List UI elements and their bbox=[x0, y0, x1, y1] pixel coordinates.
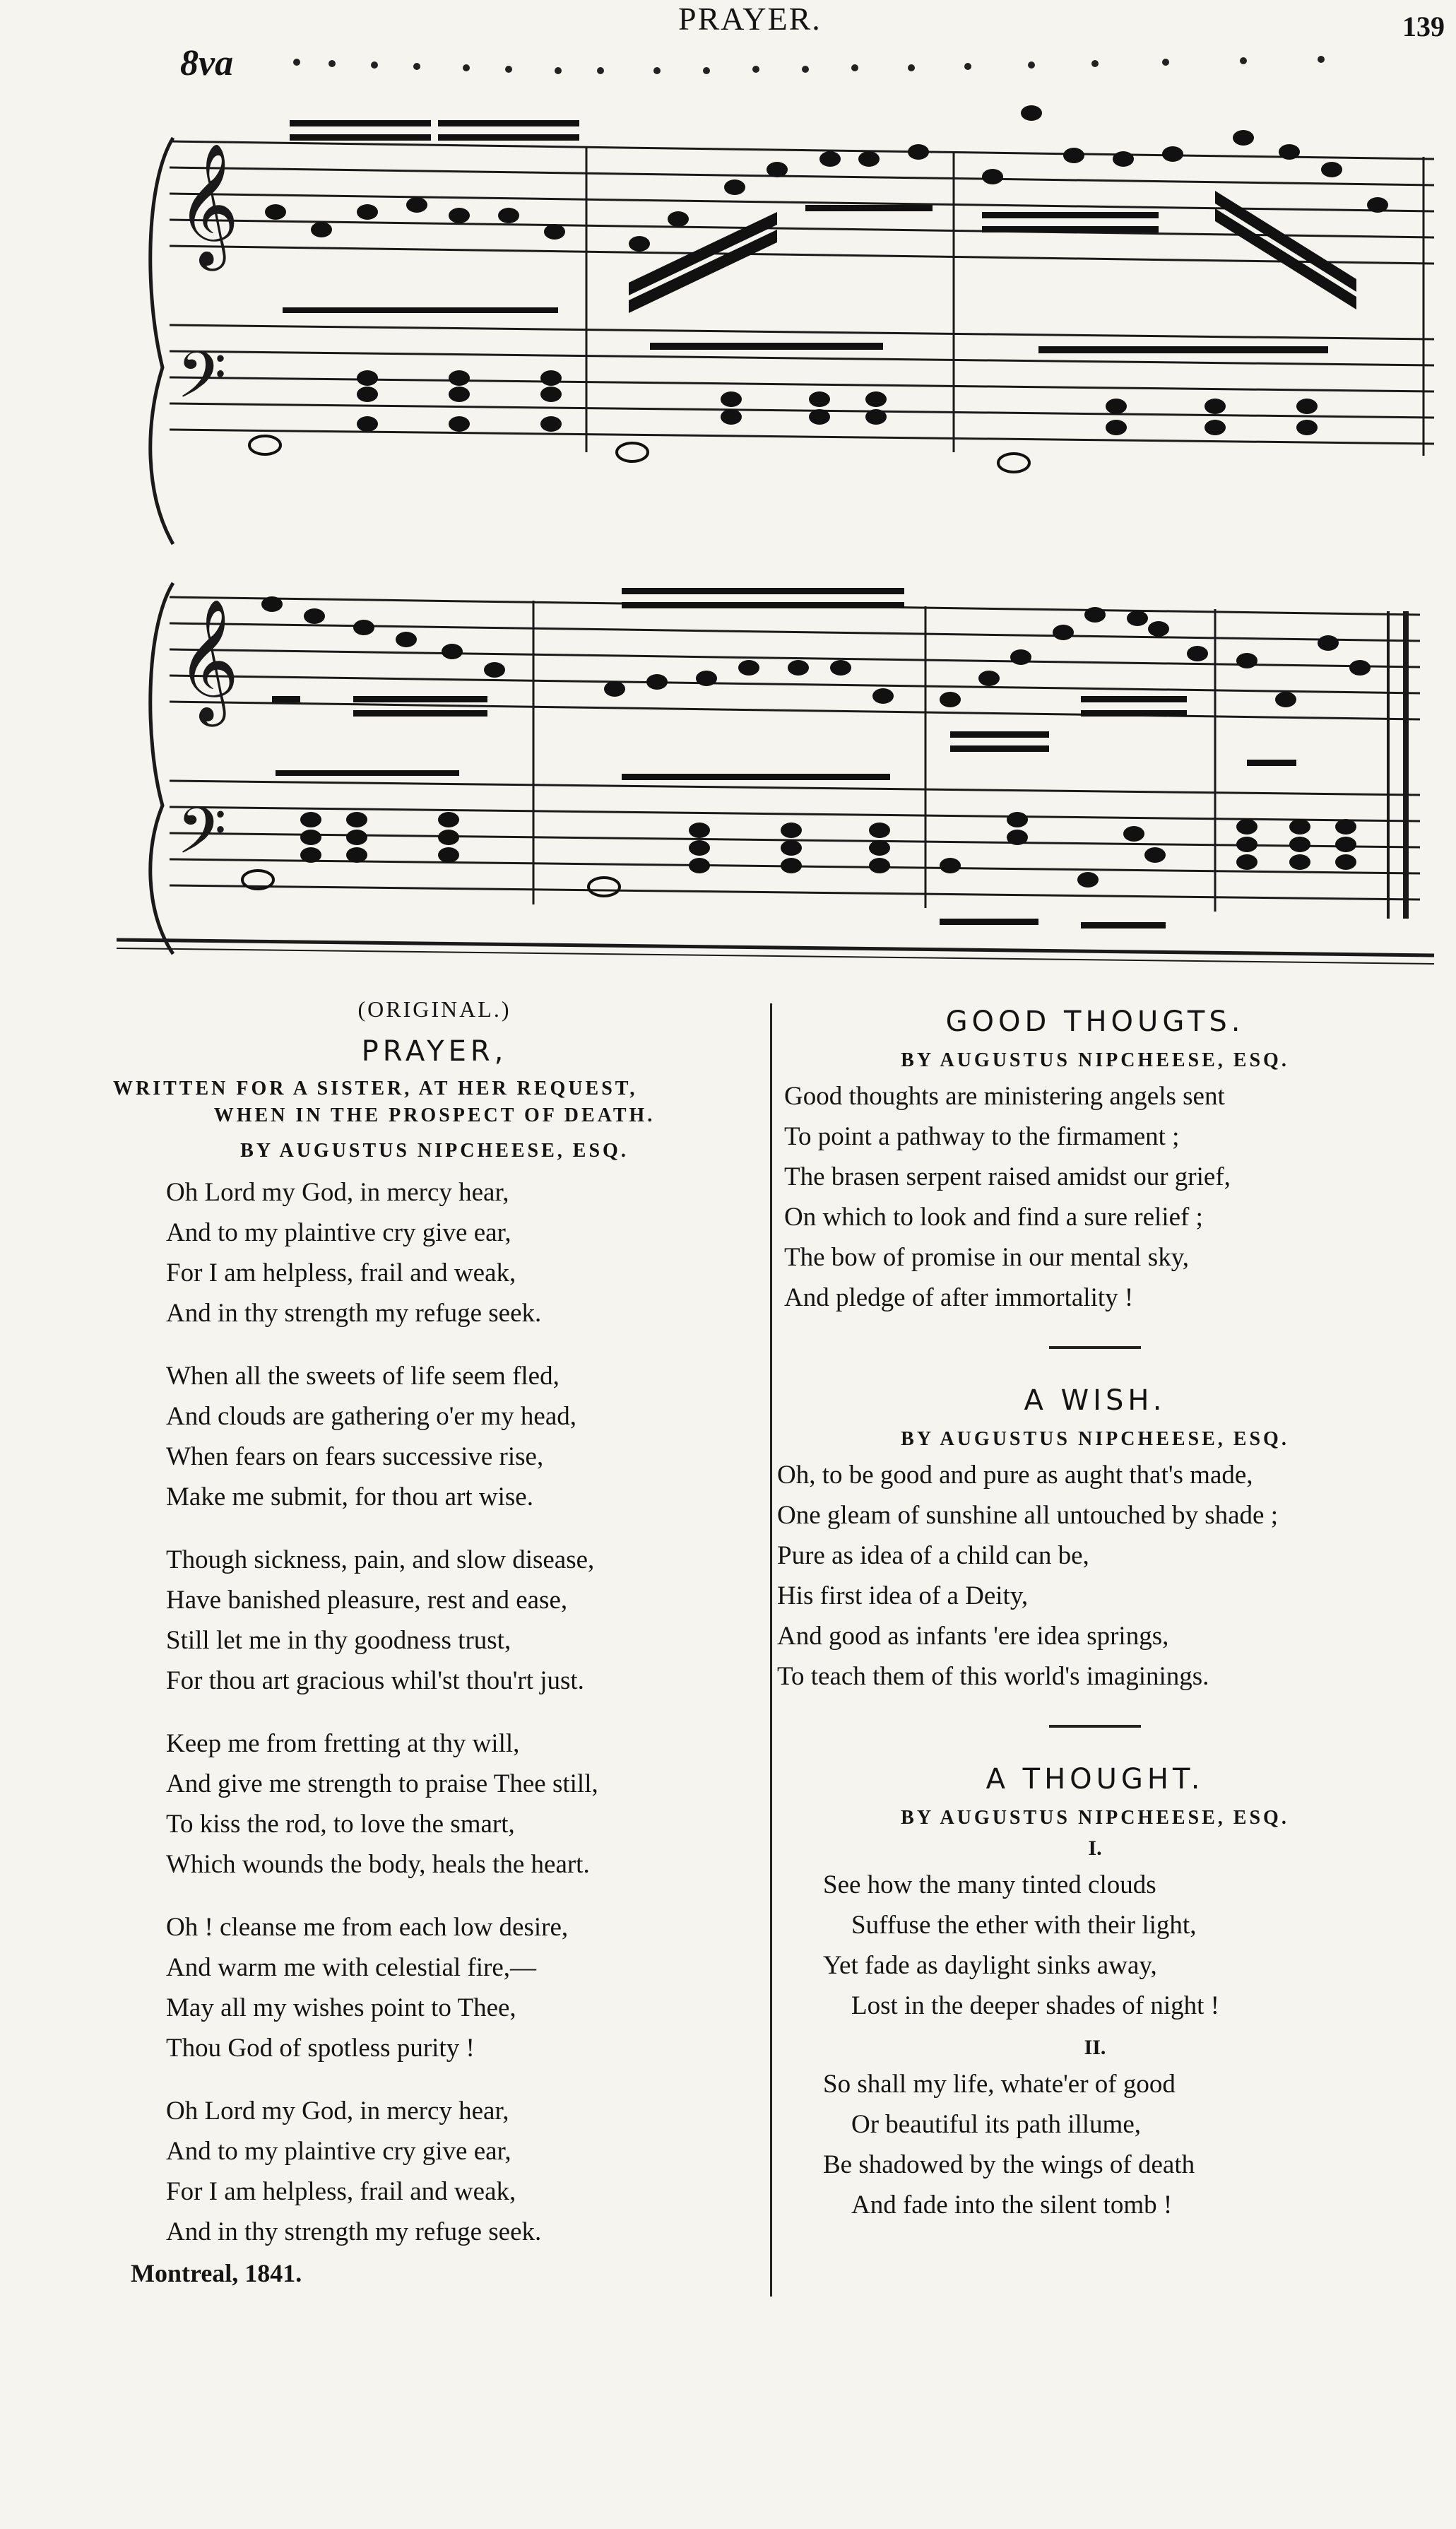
page-number: 139 bbox=[1402, 11, 1445, 42]
verse-line: For I am helpless, frail and weak, bbox=[166, 2177, 516, 2206]
separator-rule bbox=[1049, 1346, 1141, 1349]
verse-line: When fears on fears successive rise, bbox=[166, 1442, 544, 1471]
verse-line: And in thy strength my refuge seek. bbox=[166, 1299, 542, 1328]
poem-title: A THOUGHT. bbox=[986, 1763, 1205, 1796]
poem-title: PRAYER, bbox=[361, 1035, 508, 1068]
verse-line: And in thy strength my refuge seek. bbox=[166, 2217, 542, 2246]
stanza-4 bbox=[166, 1723, 770, 1885]
verse-line: The bow of promise in our mental sky, bbox=[784, 1243, 1190, 1272]
page-rules bbox=[117, 940, 1434, 964]
verse-line: And give me strength to praise Thee still, bbox=[166, 1769, 598, 1798]
poem-subtitle-1: WRITTEN FOR A SISTER, AT HER REQUEST, bbox=[113, 1078, 638, 1100]
poem-title: A WISH. bbox=[1024, 1384, 1166, 1417]
verse-line: Oh Lord my God, in mercy hear, bbox=[166, 1178, 509, 1207]
verse-line: When all the sweets of life seem fled, bbox=[166, 1362, 560, 1391]
poem-byline: BY AUGUSTUS NIPCHEESE, ESQ. bbox=[901, 1807, 1289, 1829]
poem-subtitle-2: WHEN IN THE PROSPECT OF DEATH. bbox=[213, 1104, 656, 1126]
part-numeral-1: I. bbox=[1088, 1837, 1102, 1860]
verse-line: One gleam of sunshine all untouched by shade ; bbox=[777, 1501, 1278, 1530]
poem-byline: BY AUGUSTUS NIPCHEESE, ESQ. bbox=[901, 1428, 1289, 1450]
ottava-marking: 8va bbox=[180, 43, 234, 83]
stanza-6 bbox=[166, 2091, 770, 2252]
stanza-3 bbox=[166, 1540, 770, 1701]
verse-line: May all my wishes point to Thee, bbox=[166, 1993, 516, 2022]
svg-text:𝄢: 𝄢 bbox=[177, 338, 227, 428]
verse-line: To point a pathway to the firmament ; bbox=[784, 1122, 1180, 1151]
system-1 bbox=[150, 138, 1434, 544]
verse-line: Oh, to be good and pure as aught that's made, bbox=[777, 1461, 1253, 1490]
svg-text:𝄢: 𝄢 bbox=[177, 794, 227, 884]
place-date: Montreal, 1841. bbox=[131, 2259, 302, 2287]
svg-text:𝄞: 𝄞 bbox=[177, 599, 239, 721]
verse-line: To kiss the rod, to love the smart, bbox=[166, 1810, 515, 1839]
verse-line: Good thoughts are ministering angels sent bbox=[784, 1082, 1225, 1111]
system-2-notes bbox=[242, 588, 1371, 929]
verse-line: Or beautiful its path illume, bbox=[851, 2110, 1141, 2139]
verse-line: Keep me from fretting at thy will, bbox=[166, 1729, 520, 1758]
verse-line: And pledge of after immortality ! bbox=[784, 1283, 1134, 1312]
poem-byline: BY AUGUSTUS NIPCHEESE, ESQ. bbox=[240, 1140, 629, 1162]
verse-line: For I am helpless, frail and weak, bbox=[166, 1258, 516, 1287]
poem-title: GOOD THOUGTS. bbox=[945, 1006, 1245, 1038]
verse-line: Suffuse the ether with their light, bbox=[851, 1911, 1197, 1940]
poem-byline: BY AUGUSTUS NIPCHEESE, ESQ. bbox=[901, 1049, 1289, 1071]
sheet-music bbox=[0, 0, 1456, 989]
verse-line: Pure as idea of a child can be, bbox=[777, 1541, 1089, 1570]
verse-line: Thou God of spotless purity ! bbox=[166, 2034, 475, 2063]
verse-line: And warm me with celestial fire,— bbox=[166, 1953, 536, 1982]
stanza-5 bbox=[166, 1907, 770, 2068]
verse-line: Have banished pleasure, rest and ease, bbox=[166, 1586, 568, 1615]
verse-line: Yet fade as daylight sinks away, bbox=[823, 1951, 1157, 1980]
verse-line: See how the many tinted clouds bbox=[823, 1870, 1156, 1899]
stanza-1 bbox=[166, 1172, 770, 1333]
verse-line: And to my plaintive cry give ear, bbox=[166, 2137, 511, 2166]
verse-line: Still let me in thy goodness trust, bbox=[166, 1626, 511, 1655]
a-thought-poem bbox=[777, 1763, 1413, 2225]
verse-line: Which wounds the body, heals the heart. bbox=[166, 1850, 590, 1879]
separator-rule bbox=[1049, 1725, 1141, 1728]
column-divider bbox=[770, 1003, 772, 2297]
ottava-dotted-line bbox=[293, 56, 1325, 74]
original-label: (ORIGINAL.) bbox=[357, 996, 511, 1022]
verse-line: So shall my life, whate'er of good bbox=[823, 2070, 1176, 2099]
verse-line: Oh ! cleanse me from each low desire, bbox=[166, 1913, 569, 1942]
svg-text:𝄞: 𝄞 bbox=[177, 143, 239, 266]
system-2 bbox=[150, 583, 1420, 954]
verse-line: Be shadowed by the wings of death bbox=[823, 2150, 1195, 2179]
verse-line: And clouds are gathering o'er my head, bbox=[166, 1402, 576, 1431]
prayer-poem bbox=[99, 993, 770, 2292]
verse-line: Oh Lord my God, in mercy hear, bbox=[166, 2097, 509, 2126]
verse-line: On which to look and find a sure relief ; bbox=[784, 1203, 1203, 1232]
right-column bbox=[777, 993, 1413, 2225]
a-wish-poem bbox=[777, 1384, 1413, 1697]
verse-line: To teach them of this world's imaginings. bbox=[777, 1662, 1209, 1691]
system-1-notes bbox=[249, 105, 1388, 472]
verse-line: For thou art gracious whil'st thou'rt just. bbox=[166, 1666, 584, 1695]
good-thoughts-poem bbox=[777, 1006, 1413, 1318]
verse-line: The brasen serpent raised amidst our grief, bbox=[784, 1162, 1231, 1191]
part-numeral-2: II. bbox=[1084, 2036, 1106, 2059]
verse-line: Lost in the deeper shades of night ! bbox=[851, 1991, 1219, 2020]
stanza-2 bbox=[166, 1356, 770, 1517]
verse-line: And fade into the silent tomb ! bbox=[851, 2191, 1173, 2219]
verse-line: And to my plaintive cry give ear, bbox=[166, 1218, 511, 1247]
running-title: PRAYER. bbox=[678, 1, 822, 37]
verse-line: His first idea of a Deity, bbox=[777, 1581, 1029, 1610]
verse-line: Though sickness, pain, and slow disease, bbox=[166, 1545, 595, 1574]
verse-line: And good as infants 'ere idea springs, bbox=[777, 1622, 1169, 1651]
verse-line: Make me submit, for thou art wise. bbox=[166, 1482, 533, 1511]
